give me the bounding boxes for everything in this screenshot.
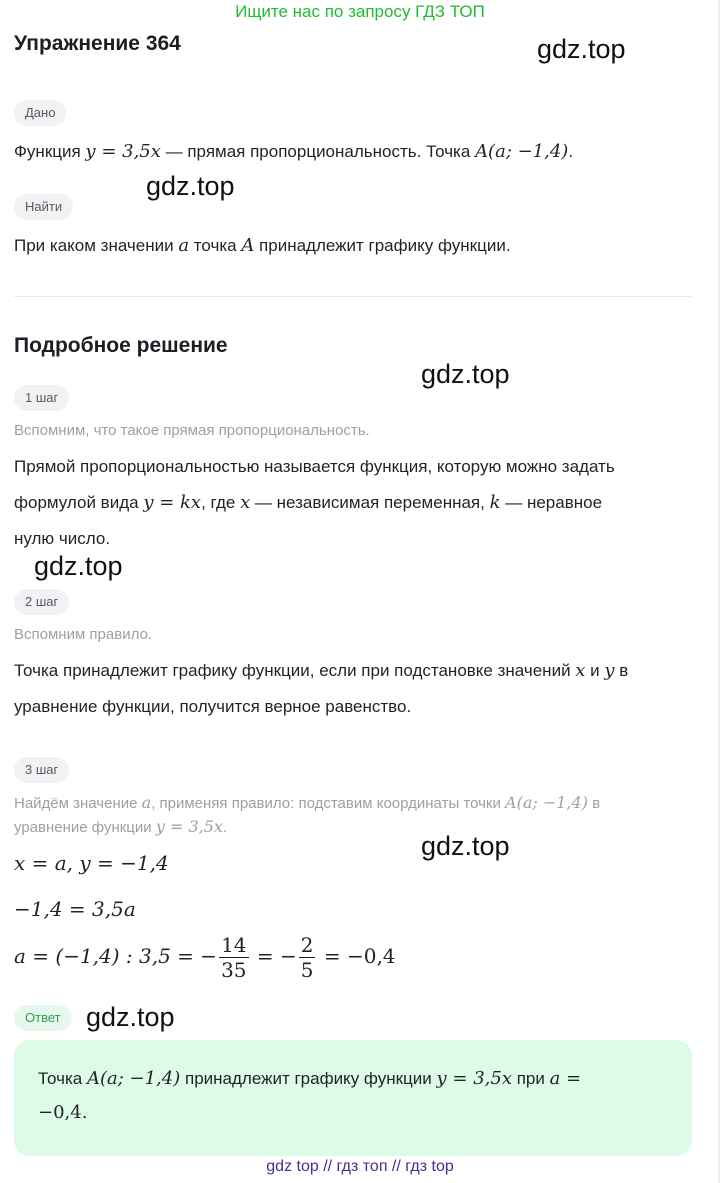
footer-links[interactable]: gdz top // гдз топ // гдз top xyxy=(266,1158,454,1175)
step-1-line-3: нулю число. xyxy=(14,529,111,548)
solution-title: Подробное решение xyxy=(14,334,228,357)
fraction: $\frac{14}{35}$ xyxy=(221,933,247,982)
step-2-badge: 2 шаг xyxy=(14,589,69,615)
equation-3: a = (−1,4) : 3,5 = − $\frac{14}{35}$ = − $\frac{2}{5}$ = −0,4 xyxy=(14,933,396,982)
given-text: Функция y = 3,5x — прямая пропорциональность. Точка A(a; −1,4). xyxy=(14,141,574,162)
step-1-line-2: формулой вида y = kx, где x — независимая переменная, k — неравное xyxy=(14,492,603,513)
step-1-badge: 1 шаг xyxy=(14,385,69,411)
watermark: gdz.top xyxy=(34,551,123,581)
equation-1: x = a, y = −1,4 xyxy=(14,851,169,875)
watermark: gdz.top xyxy=(421,359,510,389)
watermark: gdz.top xyxy=(146,171,235,201)
divider xyxy=(14,296,692,297)
given-badge: Дано xyxy=(14,100,66,126)
answer-badge: Ответ xyxy=(14,1005,72,1031)
watermark: gdz.top xyxy=(421,831,510,861)
step-3-badge: 3 шаг xyxy=(14,757,69,783)
watermark: gdz.top xyxy=(537,34,626,64)
fraction: $\frac{2}{5}$ xyxy=(300,933,314,982)
exercise-title: Упражнение 364 xyxy=(14,32,181,55)
step-2-hint: Вспомним правило. xyxy=(14,626,153,643)
watermark: gdz.top xyxy=(86,1002,175,1032)
search-banner: Ищите нас по запросу ГДЗ ТОП xyxy=(235,2,485,21)
equation-2: −1,4 = 3,5a xyxy=(14,897,136,921)
answer-text: Точка A(a; −1,4) принадлежит графику функции y = 3,5x при a = −0,4. xyxy=(38,1068,582,1123)
answer-box xyxy=(14,1040,692,1156)
step-1-line-1: Прямой пропорциональностью называется функция, которую можно задать xyxy=(14,457,615,476)
step-1-hint: Вспомним, что такое прямая пропорциональность. xyxy=(14,422,370,439)
step-2-line-1: Точка принадлежит графику функции, если при подстановке значений x и y в xyxy=(14,660,629,681)
find-text: При каком значении a точка A принадлежит графику функции. xyxy=(14,235,511,256)
step-3-hint-1: Найдём значение a, применяя правило: подставим координаты точки A(a; −1,4) в xyxy=(14,793,601,812)
step-3-hint-2: уравнение функции y = 3,5x. xyxy=(14,817,228,836)
find-badge: Найти xyxy=(14,194,73,220)
step-2-line-2: уравнение функции, получится верное равенство. xyxy=(14,697,412,716)
